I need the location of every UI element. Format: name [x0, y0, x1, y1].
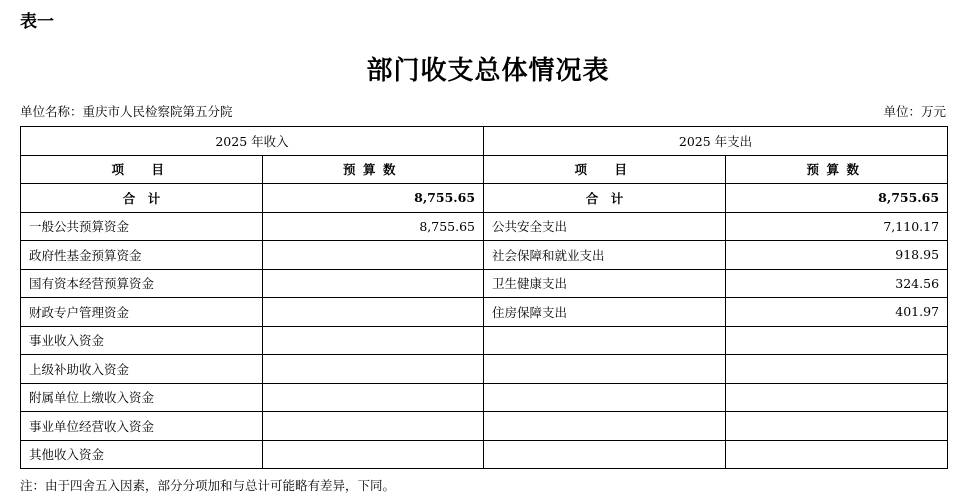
income-budget-header: 预算数	[263, 155, 484, 184]
income-value-cell	[263, 269, 484, 298]
expense-value-cell	[726, 326, 948, 355]
header-row	[21, 127, 948, 156]
expense-item-cell	[484, 412, 726, 441]
expense-item-cell: 公共安全支出	[484, 212, 726, 241]
income-item-cell: 附属单位上缴收入资金	[21, 383, 263, 412]
expense-item-cell	[484, 383, 726, 412]
income-item-cell: 国有资本经营预算资金	[21, 269, 263, 298]
table-row	[21, 412, 948, 441]
expense-item-header: 项 目	[484, 155, 726, 184]
expense-value-cell	[726, 383, 948, 412]
column-header-row	[21, 155, 948, 184]
income-total-value: 8,755.65	[263, 184, 484, 213]
table-row	[21, 355, 948, 384]
table-row	[21, 440, 948, 469]
expense-header: 2025 年支出	[484, 127, 948, 156]
expense-value-cell: 324.56	[726, 269, 948, 298]
expense-value-cell: 401.97	[726, 298, 948, 327]
unit-name: 单位名称：重庆市人民检察院第五分院	[20, 104, 233, 119]
income-value-cell	[263, 326, 484, 355]
income-item-cell: 事业收入资金	[21, 326, 263, 355]
income-item-cell: 财政专户管理资金	[21, 298, 263, 327]
expense-value-cell	[726, 355, 948, 384]
income-value-cell	[263, 383, 484, 412]
table-row	[21, 212, 948, 241]
income-item-header: 项 目	[21, 155, 263, 184]
unit-label: 单位：万元	[883, 104, 946, 119]
expense-item-cell	[484, 440, 726, 469]
page-title: 部门收支总体情况表	[366, 56, 610, 86]
income-item-cell: 其他收入资金	[21, 440, 263, 469]
income-value-cell: 8,755.65	[263, 212, 484, 241]
income-total-label: 合 计	[21, 184, 263, 213]
expense-total-label: 合 计	[484, 184, 726, 213]
income-value-cell	[263, 355, 484, 384]
expense-value-cell	[726, 440, 948, 469]
expense-item-cell	[484, 326, 726, 355]
table-row	[21, 383, 948, 412]
table-row	[21, 298, 948, 327]
income-value-cell	[263, 241, 484, 270]
income-item-cell: 事业单位经营收入资金	[21, 412, 263, 441]
footnote: 注：由于四舍五入因素，部分分项加和与总计可能略有差异，下同。	[20, 478, 396, 493]
expense-item-cell	[484, 355, 726, 384]
expense-item-cell: 社会保障和就业支出	[484, 241, 726, 270]
income-value-cell	[263, 298, 484, 327]
income-header: 2025 年收入	[21, 127, 484, 156]
income-value-cell	[263, 440, 484, 469]
total-row	[21, 184, 948, 213]
table-tag: 表一	[20, 12, 54, 32]
expense-item-cell: 卫生健康支出	[484, 269, 726, 298]
table-row	[21, 241, 948, 270]
expense-total-value: 8,755.65	[726, 184, 948, 213]
budget-table	[20, 126, 948, 469]
income-value-cell	[263, 412, 484, 441]
expense-item-cell: 住房保障支出	[484, 298, 726, 327]
income-item-cell: 上级补助收入资金	[21, 355, 263, 384]
income-item-cell: 一般公共预算资金	[21, 212, 263, 241]
income-item-cell: 政府性基金预算资金	[21, 241, 263, 270]
table-row	[21, 269, 948, 298]
table-row	[21, 326, 948, 355]
expense-value-cell	[726, 412, 948, 441]
expense-budget-header: 预算数	[726, 155, 948, 184]
expense-value-cell: 7,110.17	[726, 212, 948, 241]
expense-value-cell: 918.95	[726, 241, 948, 270]
